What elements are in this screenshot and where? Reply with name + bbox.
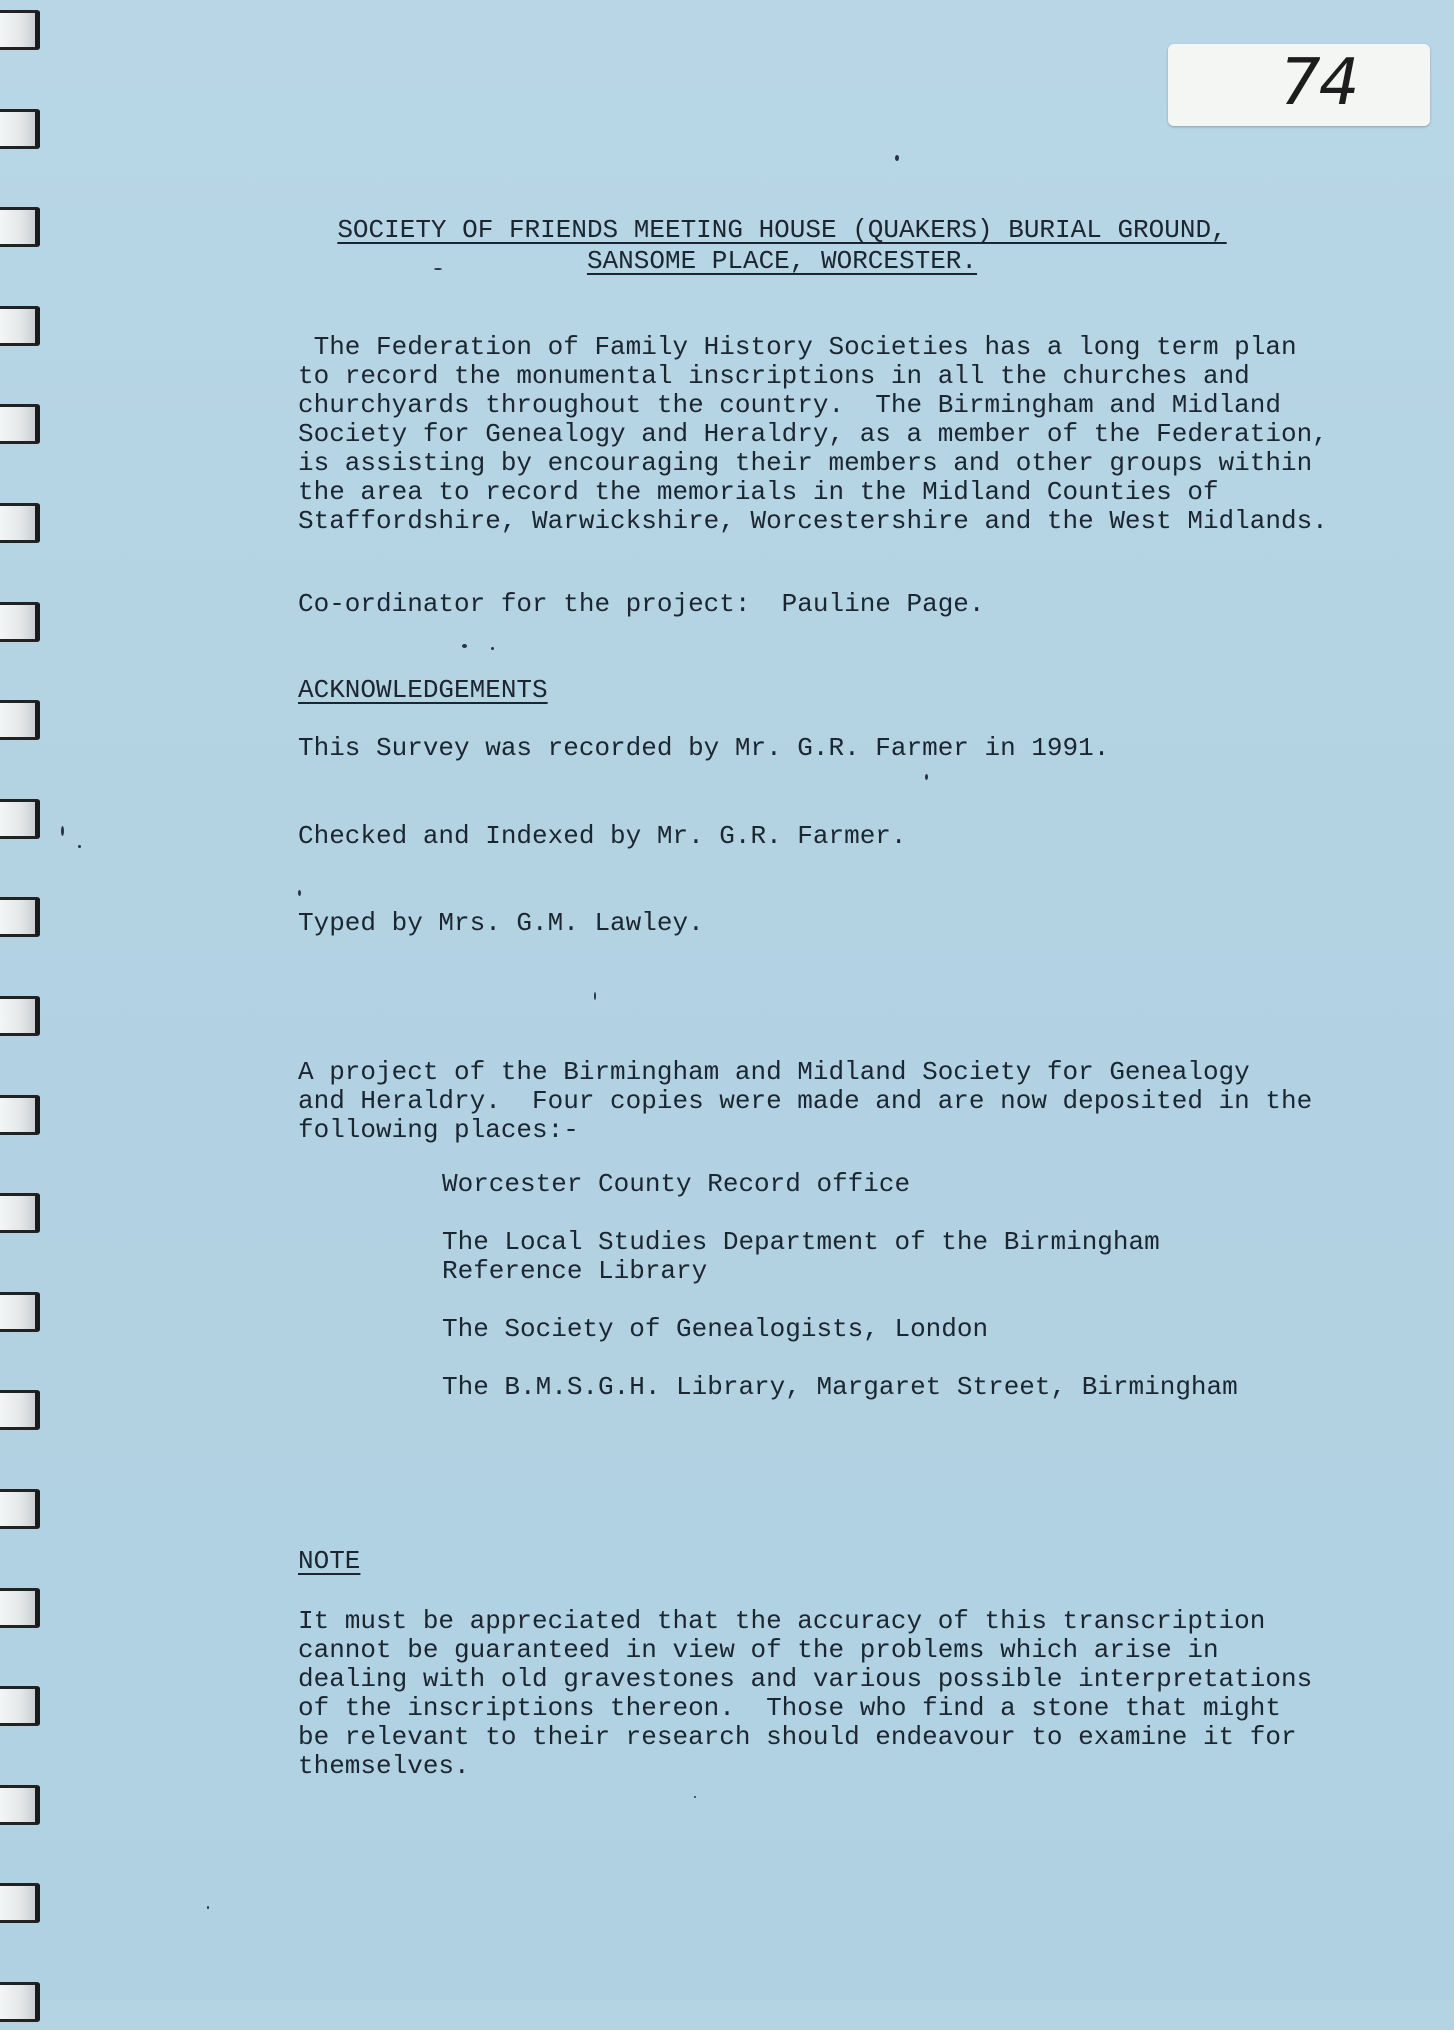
paper-speck — [491, 647, 494, 650]
binding-ring — [0, 1087, 50, 1143]
note-line: be relevant to their research should endeavour to examine it for — [298, 1722, 1297, 1752]
paper-speck — [61, 826, 64, 836]
project-line: A project of the Birmingham and Midland Society for Genealogy — [298, 1057, 1250, 1087]
intro-line: The Federation of Family History Societies has a long term plan — [298, 332, 1297, 362]
binding-ring-bar — [0, 897, 40, 937]
note-line: cannot be guaranteed in view of the problems which arise in — [298, 1635, 1219, 1665]
intro-line: to record the monumental inscriptions in all the churches and — [298, 361, 1250, 391]
paper-speck — [895, 155, 899, 161]
paper-speck — [434, 268, 442, 270]
note-line: of the inscriptions thereon. Those who find a stone that might — [298, 1693, 1281, 1723]
title-line-2: SANSOME PLACE, WORCESTER. — [586, 246, 978, 276]
project-line: following places:- — [298, 1115, 579, 1145]
binding-ring — [0, 692, 50, 748]
binding-ring-bar — [0, 404, 40, 444]
binding-ring — [0, 495, 50, 551]
binding-ring-bar — [0, 1489, 40, 1529]
binding-ring — [0, 889, 50, 945]
paper-speck — [925, 774, 928, 780]
binding-ring-bar — [0, 306, 40, 346]
binding-ring-bar — [0, 1095, 40, 1135]
binding-ring-bar — [0, 1390, 40, 1430]
acknowledgements-heading — [298, 675, 548, 705]
typed-by-line: Typed by Mrs. G.M. Lawley. — [298, 908, 704, 938]
binding-ring — [0, 1580, 50, 1636]
binding-ring — [0, 101, 50, 157]
recorded-by-line: This Survey was recorded by Mr. G.R. Farmer in 1991. — [298, 733, 1110, 763]
binding-ring-bar — [0, 1785, 40, 1825]
coordinator-line: Co-ordinator for the project: Pauline Page. — [298, 589, 985, 619]
binding-ring — [0, 1185, 50, 1241]
binding-ring-bar — [0, 207, 40, 247]
intro-line: Society for Genealogy and Heraldry, as a member of the Federation, — [298, 419, 1328, 449]
note-line: dealing with old gravestones and various possible interpretations — [298, 1664, 1313, 1694]
title-line-1: SOCIETY OF FRIENDS MEETING HOUSE (QUAKERS) BURIAL GROUND, — [337, 215, 1227, 245]
binding-ring-bar — [0, 996, 40, 1036]
binding-ring-bar — [0, 1292, 40, 1332]
binding-ring — [0, 1382, 50, 1438]
binding-ring-bar — [0, 1588, 40, 1628]
binding-ring-bar — [0, 1883, 40, 1923]
checked-by-line: Checked and Indexed by Mr. G.R. Farmer. — [298, 821, 907, 851]
binding-ring-bar — [0, 1982, 40, 2022]
binding-ring-bar — [0, 10, 40, 50]
note-heading — [298, 1546, 360, 1576]
binding-ring-bar — [0, 602, 40, 642]
paper-speck — [462, 644, 467, 648]
binding-ring — [0, 396, 50, 452]
document-subtitle — [300, 244, 1264, 278]
paper-speck — [594, 992, 596, 1000]
intro-line: churchyards throughout the country. The Birmingham and Midland — [298, 390, 1281, 420]
binding-ring — [0, 1481, 50, 1537]
intro-line: is assisting by encouraging their members and other groups within — [298, 448, 1313, 478]
place-item-continued: Reference Library — [442, 1256, 708, 1286]
paper-speck — [298, 890, 301, 896]
binding-ring — [0, 791, 50, 847]
intro-line: the area to record the memorials in the Midland Counties of — [298, 477, 1219, 507]
binding-ring — [0, 1875, 50, 1931]
binding-ring — [0, 1284, 50, 1340]
place-item: The Local Studies Department of the Birmingham — [442, 1227, 1160, 1257]
binding-ring-bar — [0, 1193, 40, 1233]
note-heading-text: NOTE — [298, 1546, 361, 1576]
document-title — [300, 213, 1264, 247]
binding-ring — [0, 2, 50, 58]
place-item: The B.M.S.G.H. Library, Margaret Street, Birmingham — [442, 1372, 1238, 1402]
page-number: 74 — [1280, 46, 1358, 120]
paper-speck — [207, 1906, 209, 1909]
paper-speck — [78, 845, 81, 848]
note-line: It must be appreciated that the accuracy of this transcription — [298, 1606, 1266, 1636]
bleed-through-text — [360, 22, 1180, 66]
binding-ring — [0, 594, 50, 650]
place-item: The Society of Genealogists, London — [442, 1314, 989, 1344]
acknowledgements-heading-text: ACKNOWLEDGEMENTS — [298, 675, 548, 705]
binding-ring — [0, 1777, 50, 1833]
paper-speck — [694, 1796, 696, 1798]
binding-ring-bar — [0, 799, 40, 839]
place-item: Worcester County Record office — [442, 1169, 911, 1199]
binding-ring — [0, 199, 50, 255]
binding-ring — [0, 298, 50, 354]
binding-ring — [0, 1678, 50, 1734]
binding-ring — [0, 1974, 50, 2030]
binding-ring-bar — [0, 503, 40, 543]
binding-ring — [0, 988, 50, 1044]
intro-line: Staffordshire, Warwickshire, Worcestershire and the West Midlands. — [298, 506, 1328, 536]
spiral-binding — [0, 0, 60, 2000]
binding-ring-bar — [0, 1686, 40, 1726]
project-line: and Heraldry. Four copies were made and are now deposited in the — [298, 1086, 1313, 1116]
binding-ring-bar — [0, 700, 40, 740]
binding-ring-bar — [0, 109, 40, 149]
note-line: themselves. — [298, 1751, 470, 1781]
page-number-sticker — [1168, 44, 1430, 126]
